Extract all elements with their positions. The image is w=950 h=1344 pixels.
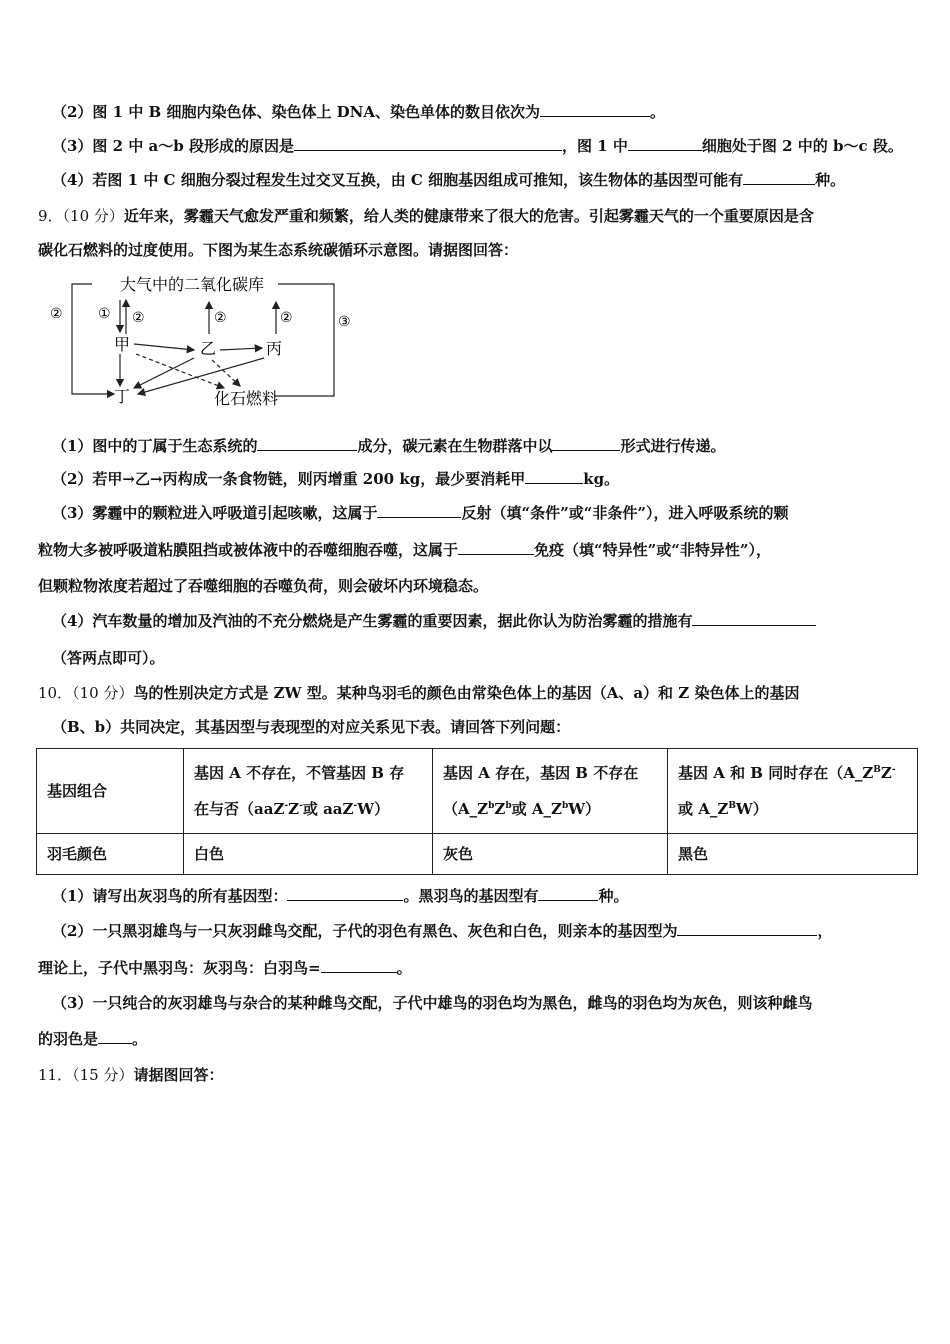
co2-pool-label: 大气中的二氧化碳库	[120, 277, 265, 294]
answer-blank[interactable]	[525, 469, 583, 484]
answer-blank[interactable]	[294, 136, 562, 151]
q9-intro-2: 碳化石燃料的过度使用。下图为某生态系统碳循环示意图。请据图回答：	[38, 241, 519, 259]
node-jia: 甲	[114, 335, 131, 354]
q9-part3-cont: 粒物大多被呼吸道粘膜阻挡或被体液中的吞噬细胞吞噬，这属于 免疫（填“特异性”或“非特异性”），	[38, 541, 772, 559]
q8-part3: （3）图 2 中 a～b 段形成的原因是 ，图 1 中 细胞处于图 2 中的 b～c 段。	[52, 137, 903, 155]
table-cell: 基因 A 存在，基因 B 不存在 （$A\_Z^bZ^b$或 $A\_Z^bW$）	[433, 749, 668, 834]
answer-blank[interactable]	[628, 136, 702, 151]
answer-blank[interactable]	[257, 436, 357, 451]
answer-blank[interactable]	[321, 958, 397, 973]
circle-num-1: ①	[98, 306, 111, 322]
answer-blank[interactable]	[743, 170, 815, 185]
q8-part2: （2）图 1 中 B 细胞内染色体、染色体上 DNA、染色单体的数目依次为 。	[52, 103, 666, 121]
answer-blank[interactable]	[540, 102, 650, 117]
q9-part4-cont: （答两点即可）。	[52, 649, 165, 667]
answer-blank[interactable]	[692, 611, 816, 626]
circle-num-2: ②	[280, 310, 293, 326]
table-cell: 灰色	[433, 834, 668, 875]
carbon-cycle-diagram	[44, 270, 364, 414]
q10-part3-cont: 的羽色是 。	[38, 1030, 148, 1048]
circle-num-2: ②	[132, 310, 145, 326]
cycle-line-3	[274, 284, 334, 396]
node-ding: 丁	[114, 387, 131, 406]
row-label: 羽毛颜色	[37, 834, 184, 875]
table-cell: 基因 A 不存在，不管基因 B 存 在与否（aaZ-Z-或 aaZ-W）	[184, 749, 433, 834]
node-bing: 丙	[266, 339, 283, 358]
answer-blank[interactable]	[552, 436, 620, 451]
q10-part3: （3）一只纯合的灰羽雄鸟与杂合的某种雌鸟交配，子代中雄鸟的羽色均为黑色，雌鸟的羽色均为灰色，则该种雌鸟	[52, 994, 813, 1012]
q8-part4: （4）若图 1 中 C 细胞分裂过程发生过交叉互换，由 C 细胞基因组成可推知，该生物体的基因型可能有 种。	[52, 171, 846, 189]
answer-blank[interactable]	[538, 886, 598, 901]
table-cell: 白色	[184, 834, 433, 875]
q10-intro: 10．（10 分）鸟的性别决定方式是 ZW 型。某种鸟羽毛的颜色由常染色体上的基因（A、a）和 Z 染色体上的基因	[38, 684, 800, 702]
circle-num-3: ③	[338, 314, 351, 330]
answer-blank[interactable]	[98, 1029, 132, 1044]
answer-blank[interactable]	[677, 921, 817, 936]
dashed-arrow-yi-fossil	[212, 360, 240, 386]
q10-intro-2: （B、b）共同决定，其基因型与表现型的对应关系见下表。请回答下列问题：	[52, 718, 571, 736]
q9-part4: （4）汽车数量的增加及汽油的不充分燃烧是产生雾霾的重要因素，据此你认为防治雾霾的措施有	[52, 611, 816, 631]
q9-part3: （3）雾霾中的颗粒进入呼吸道引起咳嗽，这属于 反射（填“条件”或“非条件”），进入呼吸系统的颗	[52, 504, 789, 522]
circle-num-2: ②	[214, 310, 227, 326]
q9-part1: （1）图中的丁属于生态系统的 成分，碳元素在生物群落中以 形式进行传递。	[52, 437, 726, 455]
q9-intro: 9．（10 分）近年来，雾霾天气愈发严重和频繁，给人类的健康带来了很大的危害。引起雾霾天气的一个重要原因是含	[38, 207, 814, 225]
arrow-yi-bing	[220, 348, 262, 350]
answer-blank[interactable]	[377, 503, 461, 518]
q9-part2: （2）若甲→乙→丙构成一条食物链，则丙增重 200 kg，最少要消耗甲 kg。	[52, 470, 620, 488]
table-cell: 基因 A 和 B 同时存在（$A\_Z^BZ^-$ 或 $A\_Z^BW$）	[668, 749, 918, 834]
table-cell: 黑色	[668, 834, 918, 875]
row-label: 基因组合	[37, 749, 184, 834]
node-yi: 乙	[200, 339, 217, 358]
q10-part2: （2）一只黑羽雄鸟与一只灰羽雌鸟交配，子代的羽色有黑色、灰色和白色，则亲本的基因型为 ，	[52, 922, 833, 940]
table-row	[37, 749, 918, 834]
arrow-jia-yi	[134, 344, 194, 350]
node-fossil-fuel: 化石燃料	[214, 389, 279, 408]
q10-part1: （1）请写出灰羽鸟的所有基因型： 。黑羽鸟的基因型有 种。	[52, 887, 629, 905]
table-row	[37, 834, 918, 875]
q9-part3-end: 但颗粒物浓度若超过了吞噬细胞的吞噬负荷，则会破坏内环境稳态。	[38, 577, 489, 595]
q10-part2-cont: 理论上，子代中黑羽鸟：灰羽鸟：白羽鸟= 。	[38, 959, 412, 977]
circle-num-2: ②	[50, 306, 63, 322]
dashed-arrow-jia-fossil	[136, 354, 224, 388]
q11-intro: 11．（15 分）请据图回答：	[38, 1066, 224, 1084]
answer-blank[interactable]	[287, 886, 403, 901]
answer-blank[interactable]	[458, 540, 534, 555]
cycle-arrow-2	[72, 284, 114, 394]
genotype-table	[36, 748, 918, 875]
